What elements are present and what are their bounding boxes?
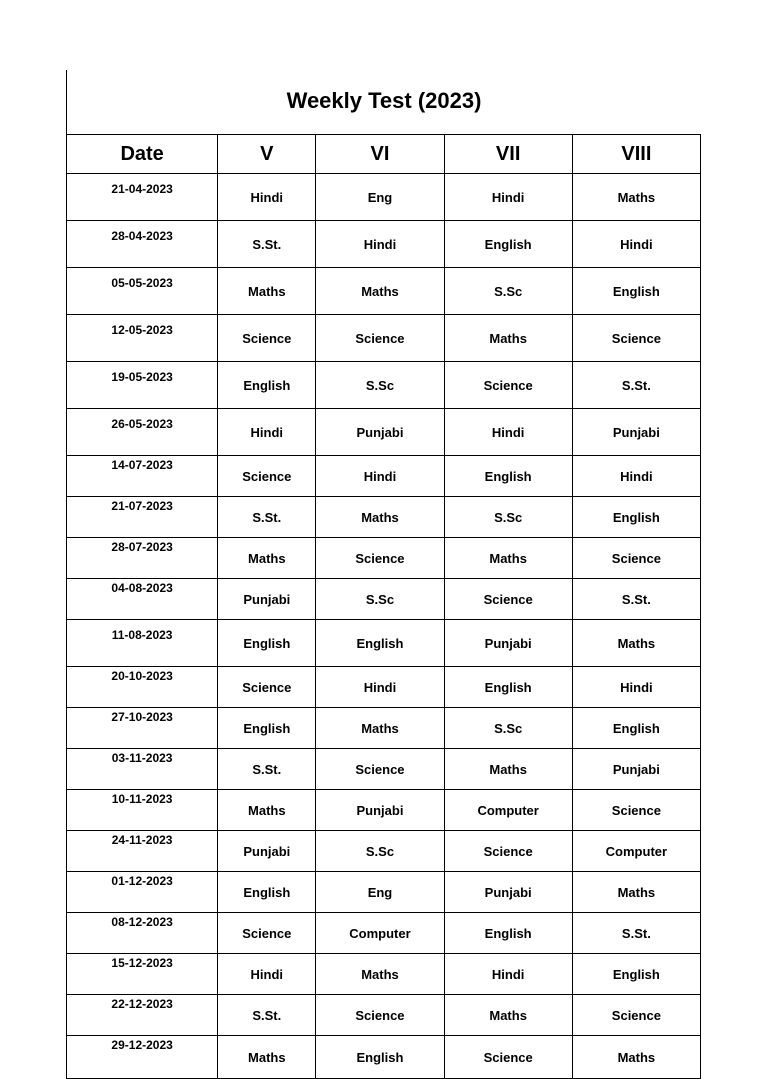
class-viii-cell: S.St.	[572, 913, 700, 954]
class-vi-cell: S.Sc	[316, 831, 444, 872]
class-vii-cell: Punjabi	[444, 620, 572, 667]
weekly-test-sheet	[66, 70, 701, 1079]
class-vi-cell: Computer	[316, 913, 444, 954]
class-viii-cell: Punjabi	[572, 409, 700, 456]
class-vi-cell: Science	[316, 749, 444, 790]
date-cell: 22-12-2023	[67, 995, 218, 1036]
class-v-cell: Hindi	[218, 954, 316, 995]
date-cell: 01-12-2023	[67, 872, 218, 913]
class-v-cell: S.St.	[218, 221, 316, 268]
date-cell: 19-05-2023	[67, 362, 218, 409]
class-v-cell: Science	[218, 913, 316, 954]
class-v-cell: Maths	[218, 538, 316, 579]
class-vi-cell: English	[316, 1036, 444, 1079]
class-viii-cell: Hindi	[572, 667, 700, 708]
class-viii-cell: Science	[572, 315, 700, 362]
class-vii-cell: English	[444, 667, 572, 708]
table-row	[67, 579, 701, 620]
class-viii-cell: Hindi	[572, 221, 700, 268]
table-row	[67, 790, 701, 831]
class-viii-cell: Maths	[572, 620, 700, 667]
class-v-cell: Punjabi	[218, 831, 316, 872]
class-vii-cell: Maths	[444, 995, 572, 1036]
class-vi-cell: Science	[316, 995, 444, 1036]
class-v-cell: Hindi	[218, 174, 316, 221]
class-vii-cell: Science	[444, 1036, 572, 1079]
class-vii-cell: Hindi	[444, 409, 572, 456]
class-vii-cell: Maths	[444, 749, 572, 790]
class-v-cell: English	[218, 708, 316, 749]
table-row	[67, 221, 701, 268]
class-vi-cell: Maths	[316, 497, 444, 538]
header-class-vi: VI	[316, 135, 444, 174]
date-cell: 15-12-2023	[67, 954, 218, 995]
class-vii-cell: S.Sc	[444, 708, 572, 749]
class-vi-cell: Punjabi	[316, 790, 444, 831]
class-vi-cell: S.Sc	[316, 579, 444, 620]
header-date: Date	[67, 135, 218, 174]
class-vi-cell: Hindi	[316, 456, 444, 497]
class-viii-cell: English	[572, 954, 700, 995]
class-vi-cell: Maths	[316, 708, 444, 749]
date-cell: 10-11-2023	[67, 790, 218, 831]
schedule-table	[66, 134, 701, 1079]
date-cell: 27-10-2023	[67, 708, 218, 749]
class-v-cell: Maths	[218, 1036, 316, 1079]
class-viii-cell: S.St.	[572, 579, 700, 620]
table-row	[67, 268, 701, 315]
table-row	[67, 954, 701, 995]
class-vi-cell: S.Sc	[316, 362, 444, 409]
table-row	[67, 409, 701, 456]
title-area	[66, 70, 701, 134]
table-row	[67, 1036, 701, 1079]
date-cell: 14-07-2023	[67, 456, 218, 497]
class-v-cell: Science	[218, 456, 316, 497]
class-vi-cell: Maths	[316, 268, 444, 315]
class-vi-cell: Eng	[316, 174, 444, 221]
class-viii-cell: Maths	[572, 174, 700, 221]
class-vii-cell: Maths	[444, 538, 572, 579]
date-cell: 28-04-2023	[67, 221, 218, 268]
class-v-cell: English	[218, 872, 316, 913]
date-cell: 21-07-2023	[67, 497, 218, 538]
class-vii-cell: Computer	[444, 790, 572, 831]
class-vi-cell: Maths	[316, 954, 444, 995]
table-row	[67, 620, 701, 667]
date-cell: 24-11-2023	[67, 831, 218, 872]
table-row	[67, 749, 701, 790]
class-vi-cell: Hindi	[316, 667, 444, 708]
class-vii-cell: S.Sc	[444, 497, 572, 538]
table-row	[67, 667, 701, 708]
class-viii-cell: Hindi	[572, 456, 700, 497]
class-vii-cell: Maths	[444, 315, 572, 362]
schedule-rows	[67, 174, 701, 1079]
date-cell: 08-12-2023	[67, 913, 218, 954]
header-row	[67, 135, 701, 174]
class-v-cell: Punjabi	[218, 579, 316, 620]
class-vii-cell: Science	[444, 362, 572, 409]
class-vii-cell: Hindi	[444, 174, 572, 221]
class-vi-cell: Punjabi	[316, 409, 444, 456]
table-row	[67, 831, 701, 872]
date-cell: 21-04-2023	[67, 174, 218, 221]
date-cell: 03-11-2023	[67, 749, 218, 790]
class-vii-cell: Science	[444, 831, 572, 872]
class-vi-cell: Eng	[316, 872, 444, 913]
class-viii-cell: Computer	[572, 831, 700, 872]
class-viii-cell: Punjabi	[572, 749, 700, 790]
class-vii-cell: Hindi	[444, 954, 572, 995]
class-vi-cell: Hindi	[316, 221, 444, 268]
class-vii-cell: English	[444, 456, 572, 497]
header-class-v: V	[218, 135, 316, 174]
class-viii-cell: Science	[572, 995, 700, 1036]
header-class-vii: VII	[444, 135, 572, 174]
class-vii-cell: Punjabi	[444, 872, 572, 913]
class-viii-cell: English	[572, 497, 700, 538]
header-class-viii: VIII	[572, 135, 700, 174]
class-v-cell: English	[218, 620, 316, 667]
class-v-cell: S.St.	[218, 497, 316, 538]
class-viii-cell: Science	[572, 790, 700, 831]
class-v-cell: Hindi	[218, 409, 316, 456]
class-viii-cell: English	[572, 268, 700, 315]
table-row	[67, 538, 701, 579]
table-row	[67, 995, 701, 1036]
class-vi-cell: Science	[316, 538, 444, 579]
class-viii-cell: Maths	[572, 872, 700, 913]
class-vii-cell: Science	[444, 579, 572, 620]
table-row	[67, 708, 701, 749]
table-row	[67, 456, 701, 497]
class-v-cell: Science	[218, 315, 316, 362]
class-v-cell: S.St.	[218, 995, 316, 1036]
table-row	[67, 913, 701, 954]
date-cell: 20-10-2023	[67, 667, 218, 708]
class-v-cell: S.St.	[218, 749, 316, 790]
table-row	[67, 315, 701, 362]
page-title: Weekly Test (2023)	[286, 88, 482, 113]
date-cell: 29-12-2023	[67, 1036, 218, 1079]
class-viii-cell: S.St.	[572, 362, 700, 409]
class-v-cell: Maths	[218, 790, 316, 831]
class-viii-cell: Science	[572, 538, 700, 579]
table-row	[67, 872, 701, 913]
class-v-cell: Science	[218, 667, 316, 708]
date-cell: 04-08-2023	[67, 579, 218, 620]
table-row	[67, 174, 701, 221]
class-v-cell: Maths	[218, 268, 316, 315]
date-cell: 28-07-2023	[67, 538, 218, 579]
table-row	[67, 362, 701, 409]
class-vii-cell: S.Sc	[444, 268, 572, 315]
class-viii-cell: Maths	[572, 1036, 700, 1079]
class-vi-cell: English	[316, 620, 444, 667]
class-vi-cell: Science	[316, 315, 444, 362]
date-cell: 12-05-2023	[67, 315, 218, 362]
table-row	[67, 497, 701, 538]
date-cell: 11-08-2023	[67, 620, 218, 667]
date-cell: 05-05-2023	[67, 268, 218, 315]
class-viii-cell: English	[572, 708, 700, 749]
date-cell: 26-05-2023	[67, 409, 218, 456]
class-vii-cell: English	[444, 913, 572, 954]
class-v-cell: English	[218, 362, 316, 409]
class-vii-cell: English	[444, 221, 572, 268]
